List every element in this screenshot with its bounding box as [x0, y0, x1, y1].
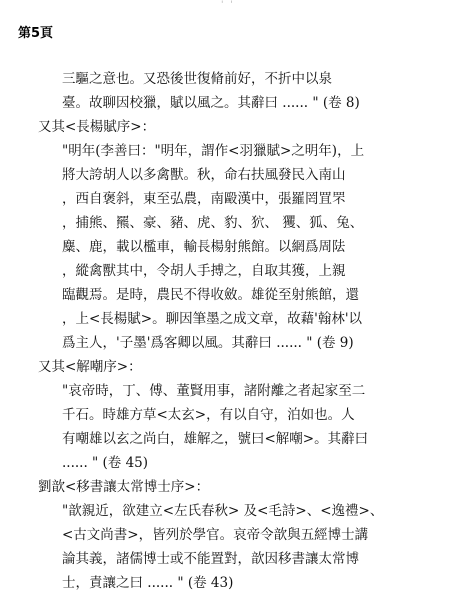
text-line: 千石。時雄方草<太玄>，有以自守，泊如也。人 — [62, 407, 355, 423]
text-line: 論其義，諸儒博士或不能置對，歆因移書讓太常博 — [62, 551, 359, 567]
text-line: 士，責讓之曰 ...... " (卷 43) — [62, 575, 234, 591]
text-line: 臺。故聊因校獵，賦以風之。其辭曰 ...... " (卷 8) — [62, 95, 360, 111]
page-label: 第5頁 — [18, 26, 54, 41]
text-line: 有嘲雄以玄之尚白，雄解之，號曰<解嘲>。其辭曰 — [62, 431, 369, 447]
text-line: 臨觀焉。是時，農民不得收斂。雄從至射熊館，還 — [62, 287, 359, 303]
section-heading: 又其<解嘲序>： — [38, 359, 142, 375]
text-line: ，西自褒斜，東至弘農，南毆漢中，張羅罔罝罘 — [62, 191, 346, 207]
text-line: ，上<長楊賦>。聊因筆墨之成文章，故藉'翰林'以 — [62, 311, 363, 327]
text-line: 將大誇胡人以多禽獸。秋，命右扶風發民入南山 — [62, 167, 346, 183]
text-line: ...... " (卷 45) — [62, 455, 149, 471]
text-line: "歆親近，欲建立<左氏春秋> 及<毛詩>、<逸禮>、 — [62, 503, 384, 519]
text-line: ，縱禽獸其中，令胡人手搏之，自取其獲，上親 — [62, 263, 346, 279]
text-line: 麋、鹿，載以檻車，輸長楊射熊館。以網爲周阹 — [62, 239, 346, 255]
section-heading: 劉歆<移書讓太常博士序>： — [38, 479, 210, 495]
text-line: 爲主人，'子墨'爲客卿以風。其辭曰 ...... " (卷 9) — [62, 335, 354, 351]
top-marks: ' ' — [221, 0, 235, 10]
text-line: <古文尚書>，皆列於學官。哀帝令歆與五經博士講 — [62, 527, 369, 543]
text-line: 三驅之意也。又恐後世復脩前好，不折中以泉 — [62, 71, 332, 87]
text-line: "明年(李善曰："明年，謂作<羽獵賦>之明年)，上 — [62, 143, 365, 159]
section-heading: 又其<長楊賦序>： — [38, 119, 156, 135]
text-line: "哀帝時，丁、傅、董賢用事，諸附離之者起家至二 — [62, 383, 366, 399]
text-line: ，捕熊、羆、豪、豬、虎、豹、狖、 玃、狐、兔、 — [62, 215, 364, 231]
